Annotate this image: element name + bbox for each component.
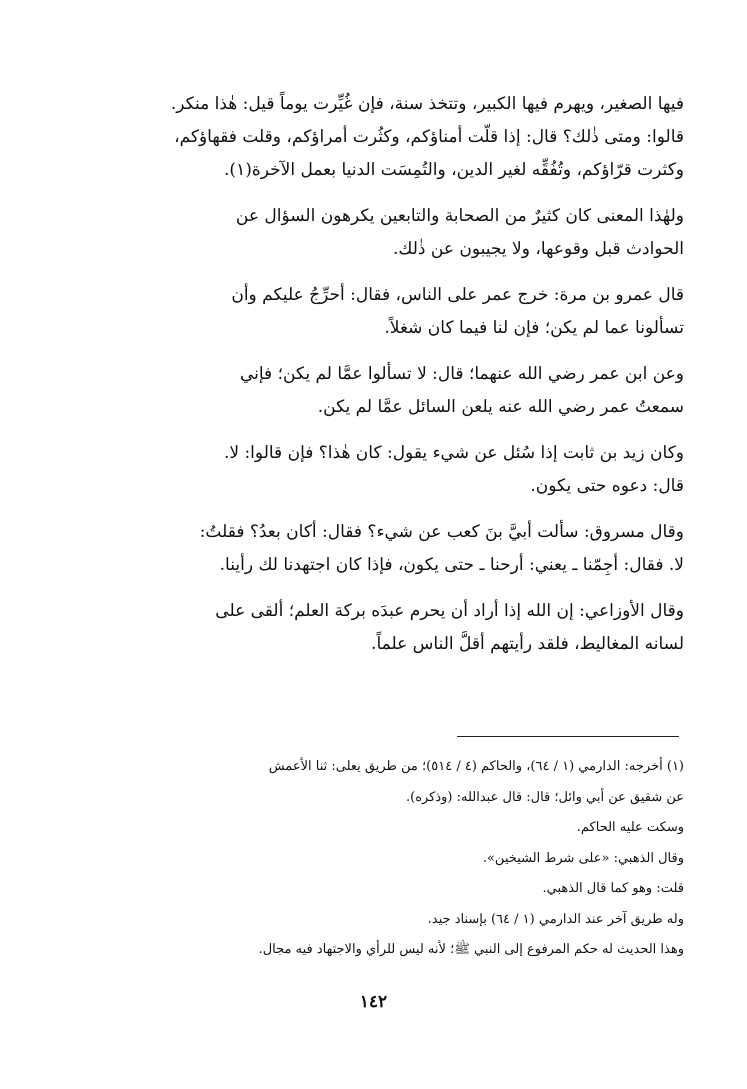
paragraph-1 <box>64 88 684 187</box>
footnote-divider <box>457 736 679 737</box>
footnote-line: وله طريق آخر عند الدارمي (١ / ٦٤) بإسناد جيد. <box>427 911 684 927</box>
text-line: قالوا: ومتى ذٰلك؟ قال: إذا قلّت أمناؤكم، وكثُرت أمراؤكم، وقلت فقهاؤكم، <box>174 127 684 147</box>
footnote-line: قلت: وهو كما قال الذهبي. <box>542 881 684 896</box>
footnote-line: (١) أخرجه: الدارمي (١ / ٦٤)، والحاكم (٤ / ٥١٤)؛ من طريق يعلى: ثنا الأعمش <box>268 759 684 774</box>
text-line: وكثرت قرّاؤكم، وتُفُقِّه لغير الدين، والتُمِسَت الدنيا بعمل الآخرة(١). <box>224 160 684 180</box>
paragraph-5 <box>64 437 684 503</box>
paragraph-7 <box>64 595 684 661</box>
text-line: الحوادث قبل وقوعها، ولا يجيبون عن ذٰلك. <box>393 239 684 259</box>
paragraph-4 <box>64 358 684 424</box>
paragraph-2 <box>64 200 684 266</box>
text-line: قال عمرو بن مرة: خرج عمر على الناس، فقال: أحرِّجُ عليكم وأن <box>231 285 684 305</box>
text-line: سمعتُ عمر رضي الله عنه يلعن السائل عمَّا لم يكن. <box>317 397 684 417</box>
paragraph-6 <box>64 516 684 582</box>
paragraph-3 <box>64 279 684 345</box>
text-line: وعن ابن عمر رضي الله عنهما؛ قال: لا تسألوا عمَّا لم يكن؛ فإني <box>239 364 684 384</box>
text-line: وكان زيد بن ثابت إذا سُئل عن شيء يقول: كان هٰذا؟ فإن قالوا: لا. <box>223 443 684 463</box>
text-line: لا. فقال: أجِمّنا ـ يعني: أرحنا ـ حتى يكون، فإذا كان اجتهدنا لك رأينا. <box>219 555 684 575</box>
footnote-line: وهذا الحديث له حكم المرفوع إلى النبي ﷺ؛ لأنه ليس للرأي والاجتهاد فيه مجال. <box>258 942 684 957</box>
text-line: فيها الصغير، ويهرم فيها الكبير، وتتخذ سنة، فإن غُيِّرت يوماً قيل: هٰذا منكر. <box>170 94 684 114</box>
text-line: ولهٰذا المعنى كان كثيرٌ من الصحابة والتابعين يكرهون السؤال عن <box>235 206 684 226</box>
text-line: وقال الأوزاعي: إن الله إذا أراد أن يحرم عبدَه بركة العلم؛ ألقى على <box>215 601 684 621</box>
text-line: وقال مسروق: سألت أبيَّ بنَ كعب عن شيء؟ فقال: أكان بعدُ؟ فقلتُ: <box>199 522 684 542</box>
text-line: تسألونا عما لم يكن؛ فإن لنا فيما كان شغلاً. <box>384 318 684 338</box>
page-number: ١٤٢ <box>359 992 388 1012</box>
text-line: لسانه المغاليط، فلقد رأيتهم أقلَّ الناس علماً. <box>371 634 684 654</box>
main-text <box>64 88 684 674</box>
footnote-line: وسكت عليه الحاكم. <box>576 820 684 835</box>
footnote-line: وقال الذهبي: «على شرط الشيخين». <box>482 850 684 866</box>
text-line: قال: دعوه حتى يكون. <box>530 476 684 496</box>
footnote-line: عن شقيق عن أبي وائل؛ قال: قال عبدالله: (وذكره). <box>405 789 684 805</box>
footnotes <box>64 752 684 966</box>
